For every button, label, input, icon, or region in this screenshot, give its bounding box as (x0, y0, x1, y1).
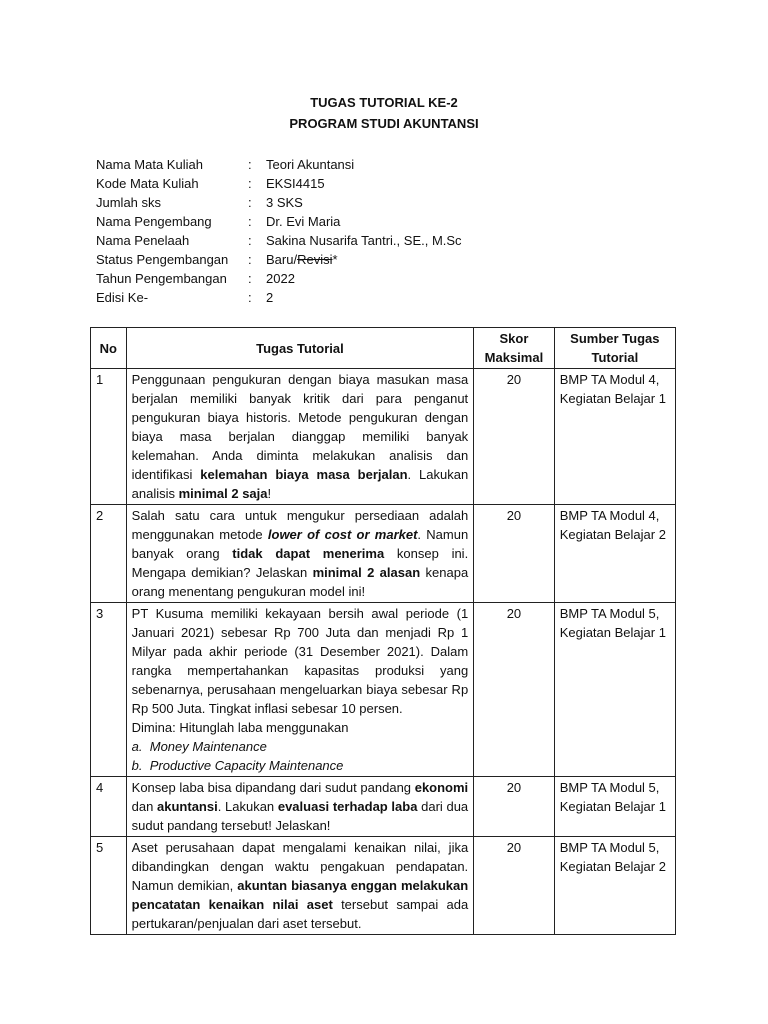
row-score: 20 (474, 837, 555, 935)
tasks-table (90, 327, 676, 935)
info-row-status (96, 250, 462, 269)
info-label: Nama Penelaah (96, 233, 190, 248)
task-text: konsep ini. Mengapa demikian? Jelaskan (131, 546, 469, 580)
task-text: kenapa orang menentang pengukuran model ini! (131, 565, 469, 599)
task-emphasis: minimal 2 alasan (312, 565, 421, 580)
task-emphasis: akuntan biasanya enggan melakukan pencatatan kenaikan nilai aset (131, 878, 469, 912)
info-label: Edisi Ke- (96, 290, 149, 305)
task-list-item (132, 737, 469, 756)
row-score: 20 (474, 369, 555, 505)
info-label: Nama Mata Kuliah (96, 157, 203, 172)
info-colon: : (248, 233, 252, 248)
info-colon: : (248, 252, 252, 267)
list-marker: b. (131, 758, 143, 773)
header-score: Skor Maksimal (474, 328, 555, 369)
course-info (96, 155, 462, 307)
table-row (91, 837, 676, 935)
task-text: PT Kusuma memiliki kekayaan bersih awal periode (1 Januari 2021) sebesar Rp 700 Juta dan menjadi Rp 1 Milyar pada akhir periode (31 Desember 2021). Dalam rangka mempertahankan kapasitas produksi yang sebenarnya, perusahaan mengeluarkan biaya sebesar Rp Rp 500 Juta. Tingkat inflasi sebesar 10 persen. (131, 606, 469, 716)
info-value: EKSI4415 (266, 176, 325, 191)
list-marker: a. (131, 739, 143, 754)
info-row-year (96, 269, 462, 288)
task-list-item (132, 756, 469, 775)
status-asterisk: * (332, 252, 338, 267)
info-colon: : (248, 195, 252, 210)
info-label: Tahun Pengembangan (96, 271, 227, 286)
table-row (91, 777, 676, 837)
row-source: BMP TA Modul 5, Kegiatan Belajar 1 (554, 777, 675, 837)
task-text: Aset perusahaan dapat mengalami kenaikan nilai, jika dibandingkan dengan waktu pengakuan pendapatan. Namun demikian, (131, 840, 469, 893)
row-no: 5 (91, 837, 127, 935)
info-value: Dr. Evi Maria (266, 214, 341, 229)
info-colon: : (248, 214, 252, 229)
task-emphasis: minimal 2 saja (178, 486, 268, 501)
status-new: Baru/ (266, 252, 298, 267)
row-source: BMP TA Modul 5, Kegiatan Belajar 2 (554, 837, 675, 935)
task-emphasis: evaluasi terhadap laba (277, 799, 418, 814)
header-source: Sumber Tugas Tutorial (554, 328, 675, 369)
info-row-reviewer (96, 231, 462, 250)
task-text: dari dua sudut pandang tersebut! Jelaskan! (131, 799, 469, 833)
task-text: Salah satu cara untuk mengukur persediaan adalah menggunakan metode (131, 508, 469, 542)
info-value: Sakina Nusarifa Tantri., SE., M.Sc (266, 233, 462, 248)
row-task (126, 369, 474, 505)
row-no: 1 (91, 369, 127, 505)
task-emphasis: akuntansi (157, 799, 218, 814)
row-task (126, 603, 474, 777)
task-text: dan (131, 799, 158, 814)
row-score: 20 (474, 777, 555, 837)
info-colon: : (248, 290, 252, 305)
info-label: Status Pengembangan (96, 252, 229, 267)
task-emphasis: lower of cost or market (267, 527, 418, 542)
info-row-course-code (96, 174, 462, 193)
task-text: . Lakukan (217, 799, 278, 814)
task-text: ! (267, 486, 272, 501)
info-row-course-name (96, 155, 462, 174)
info-colon: : (248, 271, 252, 286)
info-row-edition (96, 288, 462, 307)
row-source: BMP TA Modul 4, Kegiatan Belajar 1 (554, 369, 675, 505)
info-colon: : (248, 176, 252, 191)
info-label: Jumlah sks (96, 195, 162, 210)
header-no: No (91, 328, 127, 369)
table-row (91, 603, 676, 777)
task-text: Penggunaan pengukuran dengan biaya masukan masa berjalan memiliki banyak kritik dari para penganut pengukuran biaya historis. Metode pengukuran dengan biaya masa berjalan dianggap memiliki banyak kelemahan. Anda diminta melakukan analisis dan identifikasi (131, 372, 469, 482)
info-value: 3 SKS (266, 195, 303, 210)
list-text: Money Maintenance (149, 739, 267, 754)
status-revision-struck: Revisi (297, 252, 333, 267)
info-value: Teori Akuntansi (266, 157, 355, 172)
info-label: Kode Mata Kuliah (96, 176, 199, 191)
task-text: . Namun banyak orang (131, 527, 469, 561)
row-task (126, 505, 474, 603)
table-row (91, 505, 676, 603)
task-text: . Lakukan analisis (131, 467, 469, 501)
row-task (126, 837, 474, 935)
program-title: PROGRAM STUDI AKUNTANSI (289, 116, 479, 131)
info-colon: : (248, 157, 252, 172)
task-emphasis: ekonomi (414, 780, 469, 795)
info-value: 2022 (266, 271, 295, 286)
row-no: 4 (91, 777, 127, 837)
row-score: 20 (474, 603, 555, 777)
table-header-row (91, 328, 676, 369)
row-source: BMP TA Modul 4, Kegiatan Belajar 2 (554, 505, 675, 603)
table-row (91, 369, 676, 505)
header-task: Tugas Tutorial (126, 328, 474, 369)
row-task (126, 777, 474, 837)
document-title: TUGAS TUTORIAL KE-2 (310, 95, 458, 110)
row-source: BMP TA Modul 5, Kegiatan Belajar 1 (554, 603, 675, 777)
info-row-credits (96, 193, 462, 212)
row-no: 3 (91, 603, 127, 777)
task-emphasis: kelemahan biaya masa berjalan (200, 467, 408, 482)
info-row-developer (96, 212, 462, 231)
info-value: 2 (266, 290, 274, 305)
info-label: Nama Pengembang (96, 214, 212, 229)
task-text: tersebut sampai ada pertukaran/penjualan dari aset tersebut. (131, 897, 469, 931)
task-emphasis: tidak dapat menerima (232, 546, 385, 561)
row-no: 2 (91, 505, 127, 603)
list-text: Productive Capacity Maintenance (149, 758, 344, 773)
row-score: 20 (474, 505, 555, 603)
info-value (266, 250, 338, 269)
task-text: Dimina: Hitunglah laba menggunakan (131, 720, 349, 735)
task-text: Konsep laba bisa dipandang dari sudut pandang (131, 780, 415, 795)
